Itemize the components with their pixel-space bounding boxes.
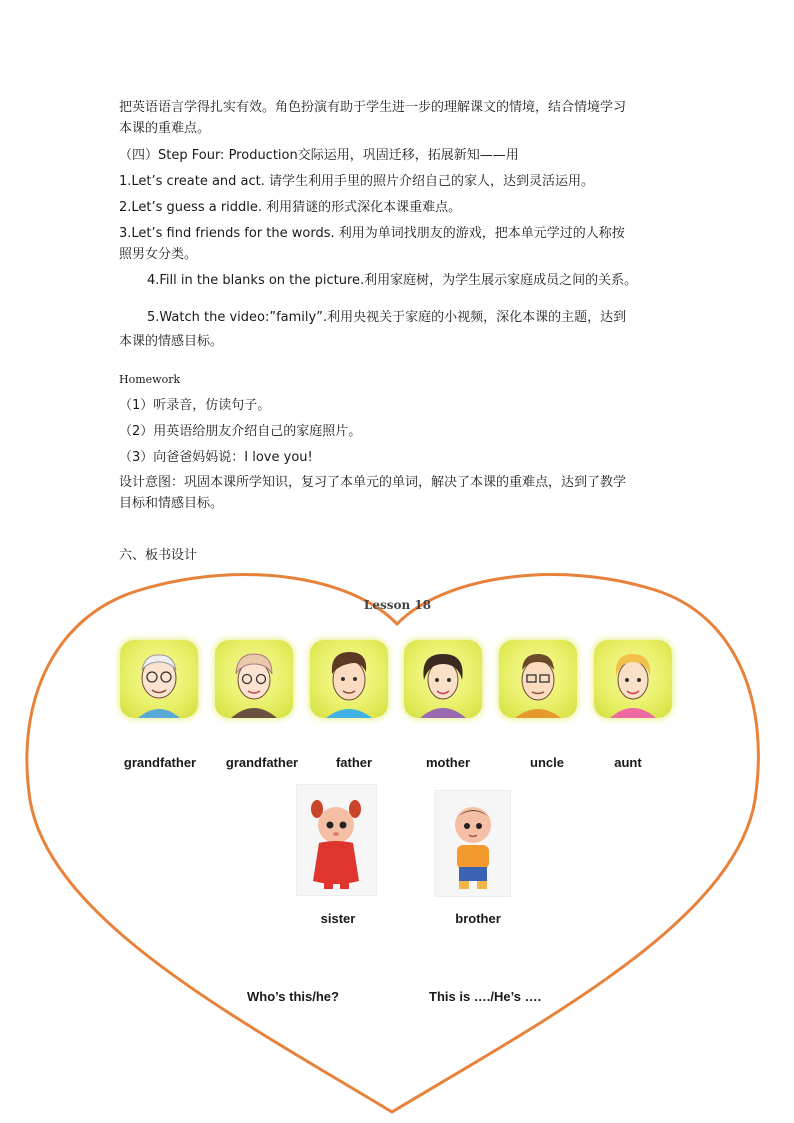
activity-item-1: 1.Let’s create and act. 请学生利用手里的照片介绍自己的家人，达到灵活运用。 xyxy=(119,174,595,189)
word-father: father xyxy=(335,755,373,770)
paragraph-line: 本课的重难点。 xyxy=(119,121,211,136)
step-four-heading: （四）Step Four: Production交际运用，巩固迁移，拓展新知——用 xyxy=(119,148,519,163)
sister-doll-photo xyxy=(296,784,377,896)
grandfather-face-icon xyxy=(120,640,198,718)
design-intent-cont: 目标和情感目标。 xyxy=(119,496,224,511)
word-sister: sister xyxy=(320,911,356,926)
homework-item-3: （3）向爸爸妈妈说：I love you! xyxy=(119,450,313,465)
activity-item-2: 2.Let’s guess a riddle. 利用猜谜的形式深化本课重难点。 xyxy=(119,200,462,215)
word-grandfather: grandfather xyxy=(225,755,299,770)
mother-face-icon xyxy=(404,640,482,718)
word-aunt: aunt xyxy=(614,755,642,770)
answer-sentence: This is …./He’s …. xyxy=(429,989,542,1004)
homework-item-1: （1）听录音，仿读句子。 xyxy=(119,398,271,413)
uncle-face-icon xyxy=(499,640,577,718)
question-sentence: Who’s this/he? xyxy=(247,989,339,1004)
grandmother-face-icon xyxy=(215,640,293,718)
homework-item-2: （2）用英语给朋友介绍自己的家庭照片。 xyxy=(119,424,362,439)
word-uncle: uncle xyxy=(530,755,564,770)
section-heading: 六、板书设计 xyxy=(119,548,198,563)
activity-item-3-cont: 照男女分类。 xyxy=(119,247,198,262)
paragraph-line: 把英语语言学得扎实有效。角色扮演有助于学生进一步的理解课文的情境，结合情境学习 xyxy=(119,100,627,115)
word-mother: mother xyxy=(425,755,471,770)
brother-doll-photo xyxy=(434,790,511,897)
activity-item-5: 5.Watch the video:”family”.利用央视关于家庭的小视频，深化本课的主题，达到 xyxy=(147,310,627,325)
activity-item-4: 4.Fill in the blanks on the picture.利用家庭树，为学生展示家庭成员之间的关系。 xyxy=(147,273,638,288)
aunt-face-icon xyxy=(594,640,672,718)
father-face-icon xyxy=(310,640,388,718)
word-brother: brother xyxy=(455,911,501,926)
activity-item-5-cont: 本课的情感目标。 xyxy=(119,334,224,349)
design-intent: 设计意图：巩固本课所学知识，复习了本单元的单词，解决了本课的重难点，达到了教学 xyxy=(119,475,627,490)
activity-item-3: 3.Let’s find friends for the words. 利用为单词找朋友的游戏，把本单元学过的人称按 xyxy=(119,226,625,241)
homework-heading: Homework xyxy=(119,373,181,386)
word-grandfather: grandfather xyxy=(123,755,197,770)
lesson-title: Lesson 18 xyxy=(363,598,432,612)
